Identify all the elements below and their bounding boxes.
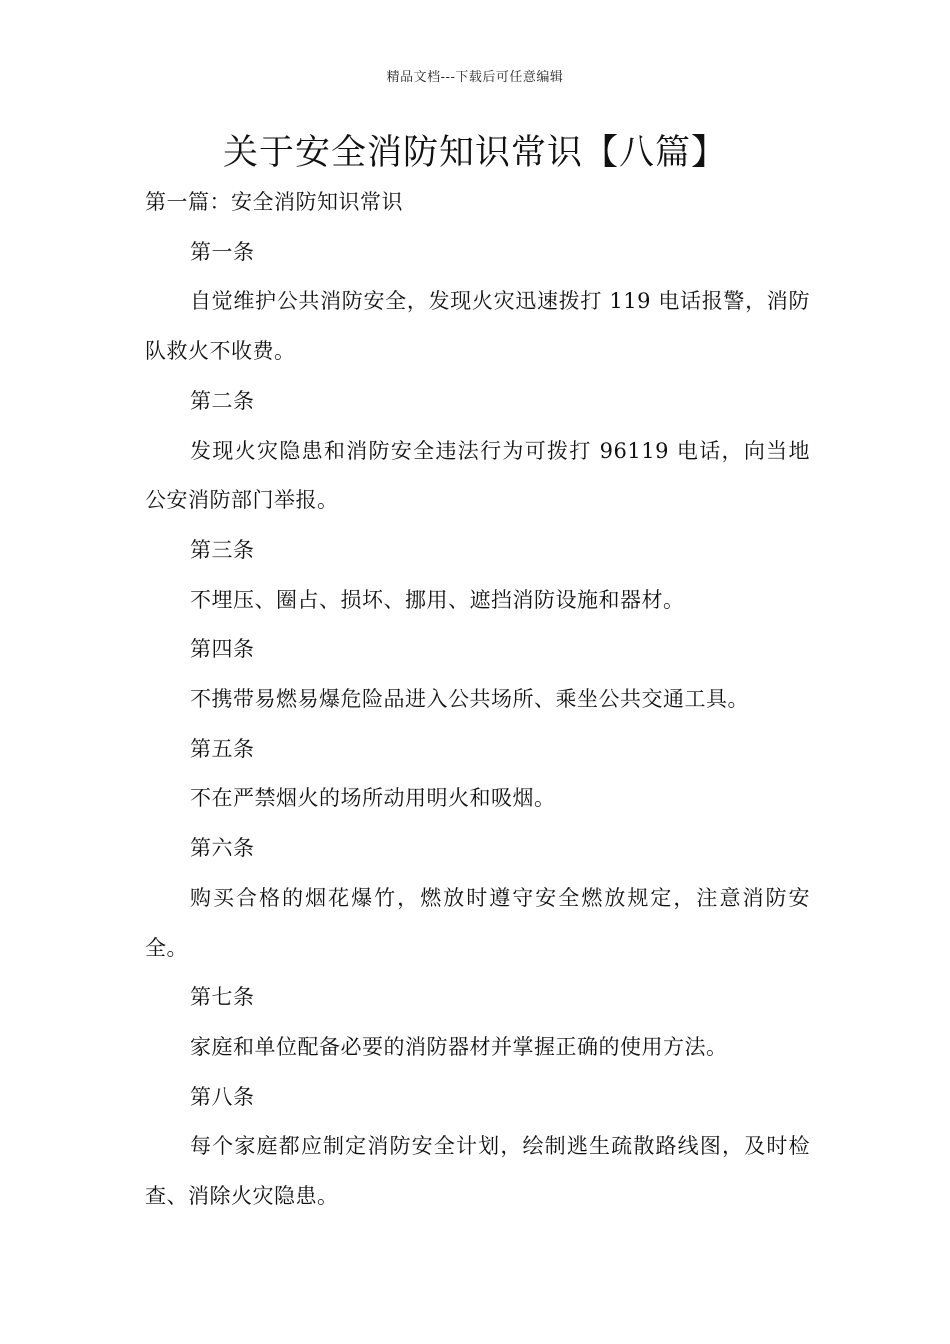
article-number: 第八条 — [190, 1084, 255, 1109]
article-number: 第五条 — [190, 736, 255, 761]
article-text: 不携带易燃易爆危险品进入公共场所、乘坐公共交通工具。 — [190, 687, 749, 712]
article-text: 购买合格的烟花爆竹，燃放时遵守安全燃放规定，注意消防安全。 — [145, 885, 810, 960]
article-text: 发现火灾隐患和消防安全违法行为可拨打 96119 电话，向当地公安消防部门举报。 — [145, 438, 810, 513]
article-number: 第六条 — [190, 836, 255, 861]
header-note: 精品文档---下载后可任意编辑 — [386, 70, 564, 85]
article-text: 自觉维护公共消防安全，发现火灾迅速拨打 119 电话报警，消防队救火不收费。 — [145, 289, 810, 364]
document-body — [145, 178, 810, 1222]
article-number: 第二条 — [190, 388, 255, 413]
article-number: 第一条 — [190, 239, 255, 264]
section-heading: 第一篇：安全消防知识常识 — [145, 190, 403, 214]
article-number: 第四条 — [190, 637, 255, 662]
article-number: 第三条 — [190, 537, 255, 562]
article-text: 不在严禁烟火的场所动用明火和吸烟。 — [190, 786, 556, 811]
article-text: 每个家庭都应制定消防安全计划，绘制逃生疏散路线图，及时检查、消除火灾隐患。 — [145, 1134, 810, 1209]
document-title: 关于安全消防知识常识【八篇】 — [222, 133, 727, 173]
article-text: 家庭和单位配备必要的消防器材并掌握正确的使用方法。 — [190, 1034, 728, 1059]
article-number: 第七条 — [190, 985, 255, 1010]
article-text: 不埋压、圈占、损坏、挪用、遮挡消防设施和器材。 — [190, 587, 685, 612]
